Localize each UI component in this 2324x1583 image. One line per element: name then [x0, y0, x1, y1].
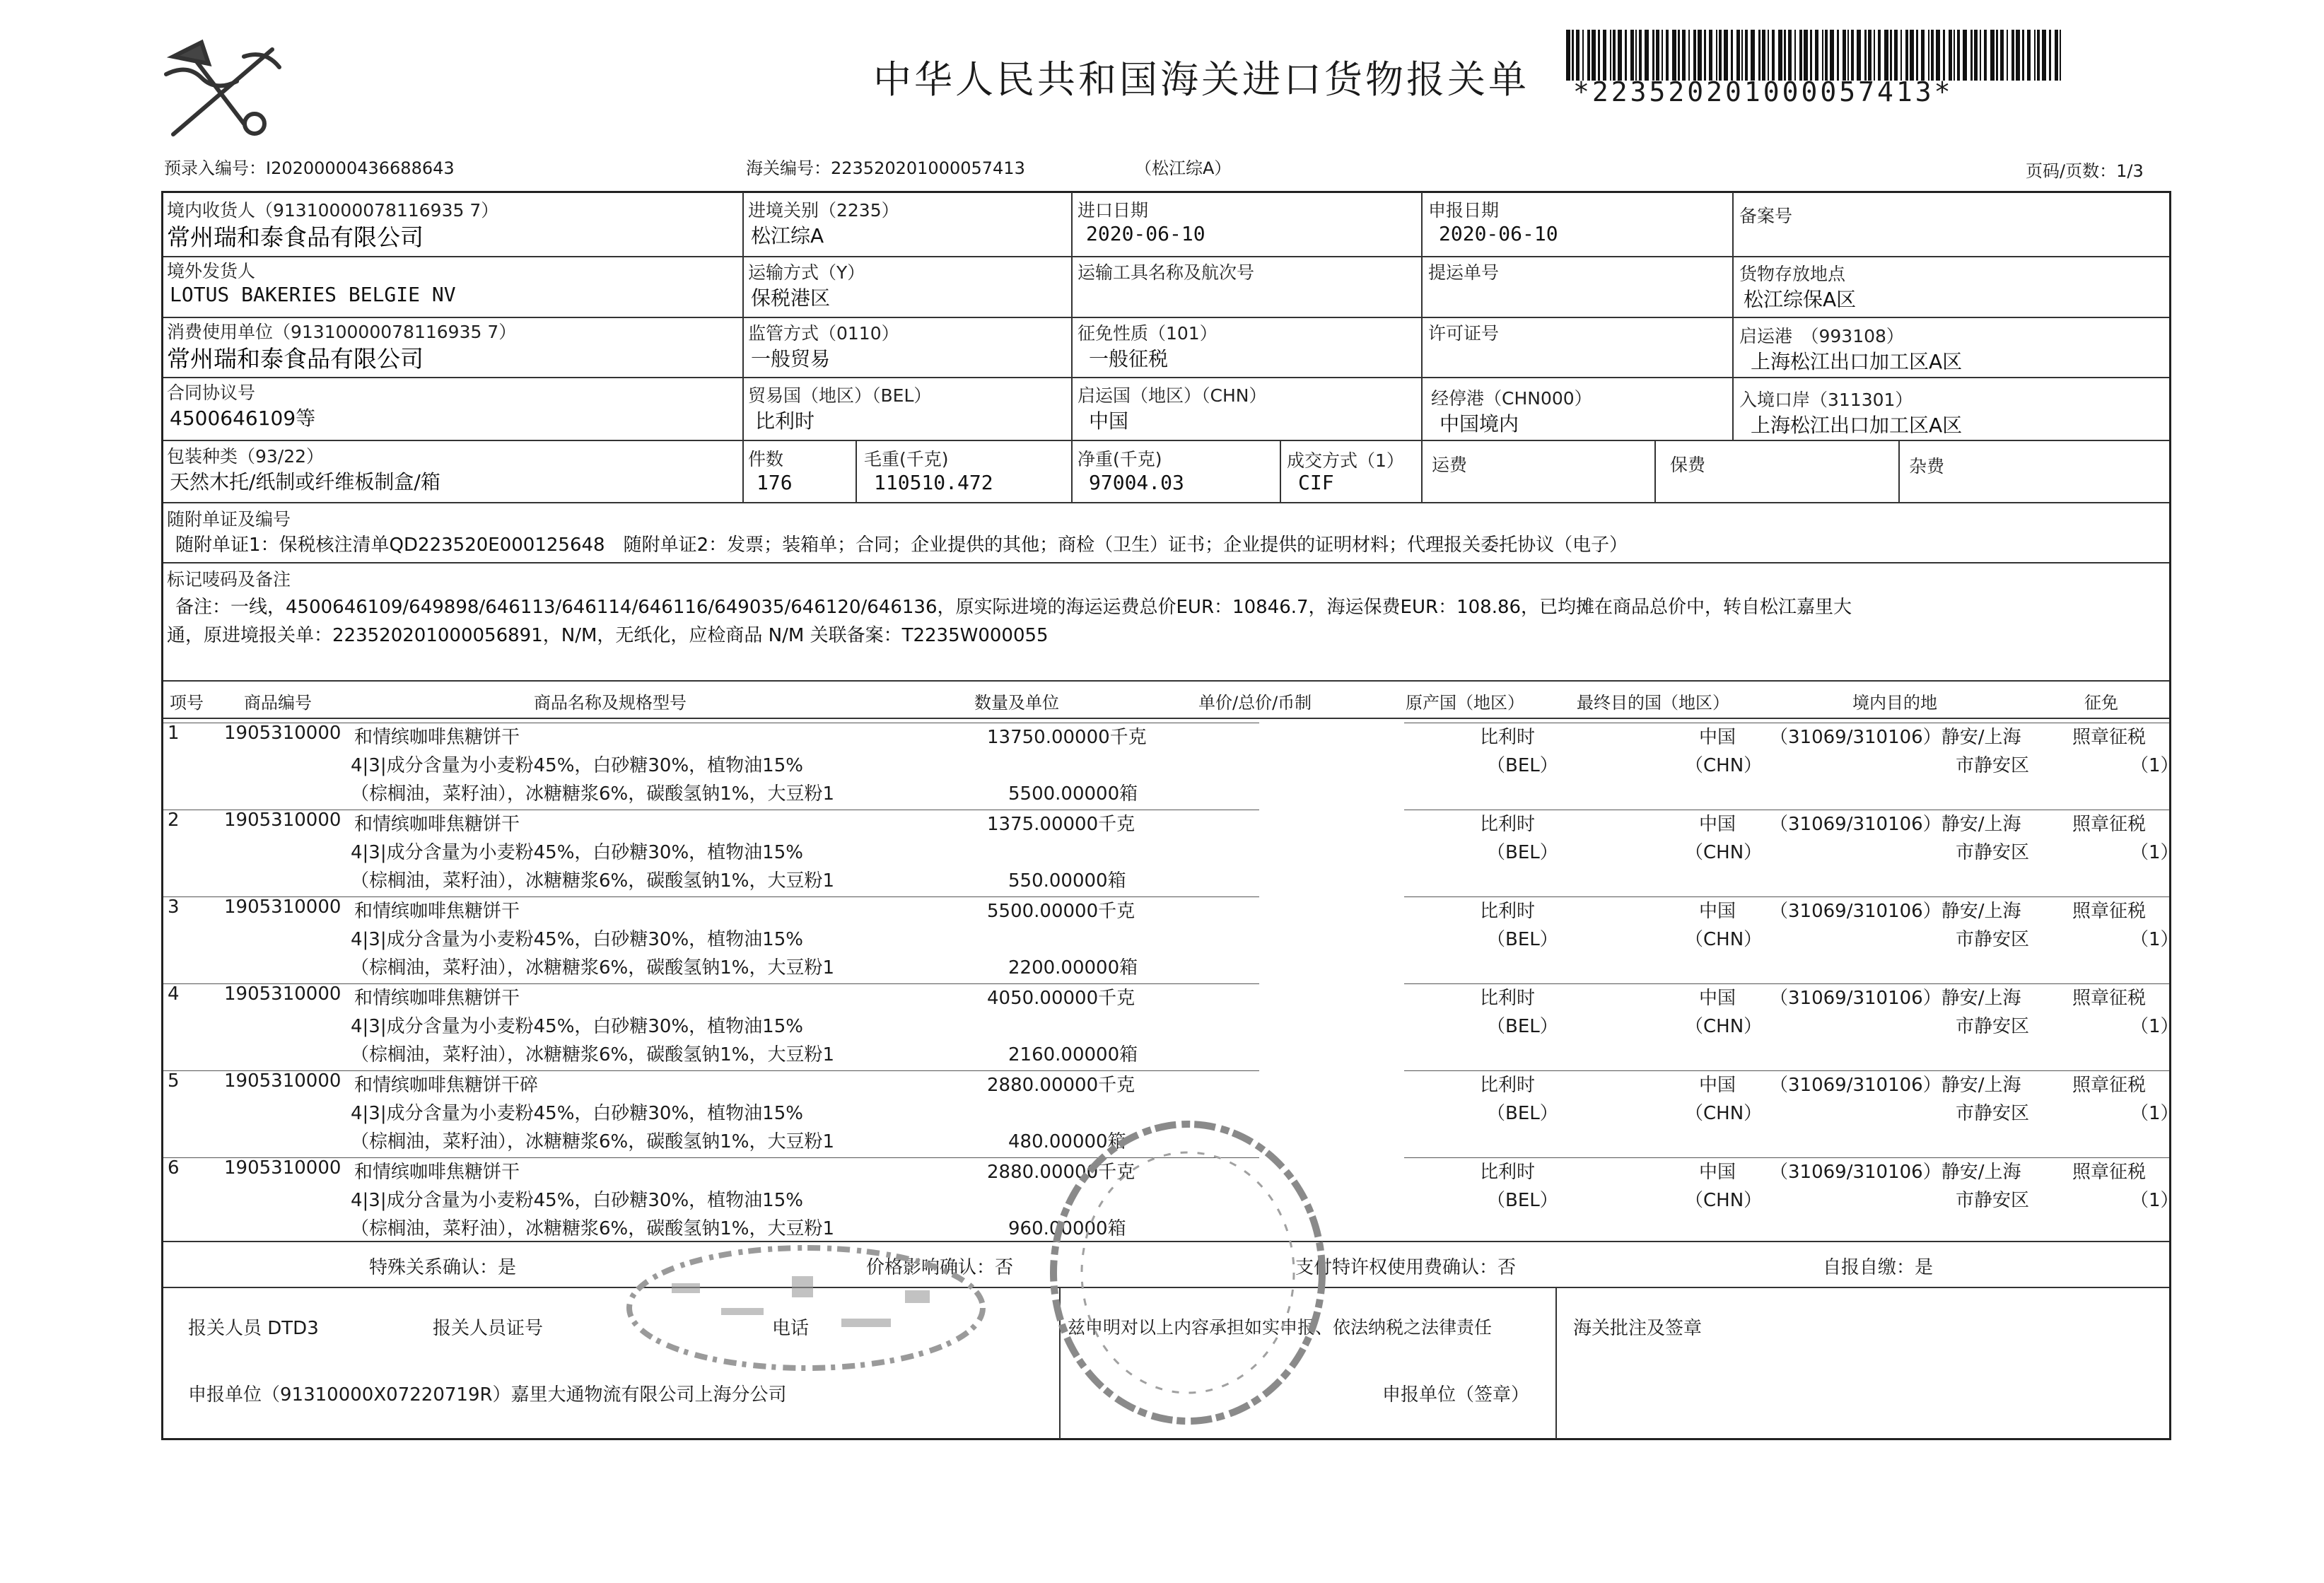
misc-fee-label: 杂费: [1909, 456, 1945, 477]
item-domestic-line-1: （31069/310106）静安/上海: [1770, 1075, 2021, 1096]
import-date-label: 进口日期: [1078, 200, 1149, 221]
insurance-label: 保费: [1670, 455, 1706, 475]
item-qty-primary: 1375.00000千克: [987, 814, 1135, 835]
supervision-label: 监管方式（0110）: [748, 323, 899, 344]
net-weight-label: 净重(千克): [1078, 449, 1162, 469]
transit-port-label: 经停港（CHN000）: [1431, 388, 1592, 409]
item-dest-code: （CHN）: [1685, 842, 1763, 863]
item-name: 和情缤咖啡焦糖饼干: [354, 1162, 520, 1183]
entry-port-value: 上海松江出口加工区A区: [1751, 414, 1963, 437]
item-dest-code: （CHN）: [1685, 755, 1763, 776]
deal-mode-label: 成交方式（1）: [1287, 450, 1404, 471]
barcode-icon: [1566, 30, 2061, 81]
item-origin: 比利时: [1480, 814, 1536, 835]
item-origin: 比利时: [1480, 727, 1536, 748]
item-domestic-line-2: 市静安区: [1956, 755, 2030, 776]
item-qty-secondary: 2200.00000箱: [1008, 957, 1138, 979]
item-name: 和情缤咖啡焦糖饼干: [354, 901, 520, 922]
col-header-no: 项号: [170, 693, 204, 713]
page-counter: 页码/页数：1/3: [2026, 161, 2144, 181]
item-no: 6: [168, 1157, 180, 1179]
col-header-price: 单价/总价/币制: [1198, 693, 1312, 713]
item-domestic-line-2: 市静安区: [1956, 929, 2030, 950]
price-impact-confirm: 价格影响确认：否: [866, 1257, 1014, 1278]
item-code: 1905310000: [224, 810, 341, 831]
item-qty-secondary: 480.00000箱: [1008, 1131, 1126, 1152]
item-qty-secondary: 2160.00000箱: [1008, 1044, 1138, 1065]
item-levy-line-1: 照章征税: [2072, 901, 2147, 922]
item-domestic-line-2: 市静安区: [1956, 842, 2030, 863]
special-relation-confirm: 特殊关系确认：是: [369, 1257, 517, 1278]
item-dest-code: （CHN）: [1685, 929, 1763, 950]
freight-label: 运费: [1432, 455, 1468, 475]
item-origin-code: （BEL）: [1487, 1103, 1558, 1124]
item-dest: 中国: [1699, 1162, 1736, 1183]
item-spec-line-2: （棕榈油，菜籽油），冰糖糖浆6%，碳酸氢钠1%，大豆粉1: [351, 1218, 835, 1239]
item-domestic-line-2: 市静安区: [1956, 1016, 2030, 1037]
customs-office: （松江综A）: [1135, 158, 1232, 178]
item-levy-line-1: 照章征税: [2072, 988, 2147, 1009]
remarks-line-1: 备注：一线，4500646109/649898/646113/646114/646116/649035/646120/646136，原实际进境的海运运费总价EUR：10846.7，海运保费EUR：108.86，已均摊在商品总价中，转自松江嘉里大: [175, 597, 1852, 618]
item-qty-primary: 13750.00000千克: [987, 727, 1147, 748]
item-domestic-line-1: （31069/310106）静安/上海: [1770, 901, 2021, 922]
import-port-value: 松江综A: [751, 224, 824, 247]
table-row: [163, 896, 2179, 983]
item-dest: 中国: [1699, 988, 1736, 1009]
packaging-value: 天然木托/纸制或纤维板制盒/箱: [170, 470, 440, 493]
item-qty-primary: 2880.00000千克: [987, 1162, 1135, 1183]
item-qty-secondary: 960.00000箱: [1008, 1218, 1126, 1239]
item-dest: 中国: [1699, 814, 1736, 835]
transport-mode-value: 保税港区: [751, 286, 831, 310]
item-dest: 中国: [1699, 901, 1736, 922]
item-origin: 比利时: [1480, 1075, 1536, 1096]
item-levy-line-2: （1）: [2130, 1016, 2179, 1037]
item-spec-line-1: 4|3|成分含量为小麦粉45%，白砂糖30%，植物油15%: [351, 929, 803, 950]
item-spec-line-2: （棕榈油，菜籽油），冰糖糖浆6%，碳酸氢钠1%，大豆粉1: [351, 870, 835, 892]
shipper-value: LOTUS BAKERIES BELGIE NV: [170, 283, 456, 306]
item-dest-code: （CHN）: [1685, 1016, 1763, 1037]
customs-emblem-icon: [159, 35, 293, 141]
item-levy-line-2: （1）: [2130, 1103, 2179, 1124]
supervision-value: 一般贸易: [751, 347, 831, 370]
gross-weight-value: 110510.472: [874, 471, 993, 494]
item-name: 和情缤咖啡焦糖饼干碎: [354, 1075, 539, 1096]
item-levy-line-1: 照章征税: [2072, 814, 2147, 835]
col-header-code: 商品编号: [244, 693, 312, 713]
levy-nature-value: 一般征税: [1089, 347, 1169, 370]
item-dest: 中国: [1699, 1075, 1736, 1096]
deal-mode-value: CIF: [1298, 471, 1334, 494]
col-header-qty: 数量及单位: [974, 693, 1059, 713]
item-domestic-line-1: （31069/310106）静安/上海: [1770, 727, 2021, 748]
item-name: 和情缤咖啡焦糖饼干: [354, 727, 520, 748]
item-origin: 比利时: [1480, 901, 1536, 922]
item-levy-line-2: （1）: [2130, 755, 2179, 776]
document-title: 中华人民共和国海关进口货物报关单: [873, 57, 1529, 102]
table-row: [163, 810, 2179, 896]
company-seal-stamp-icon: [622, 1241, 990, 1375]
item-spec-line-1: 4|3|成分含量为小麦粉45%，白砂糖30%，植物油15%: [351, 1190, 803, 1211]
customs-number: 海关编号：223520201000057413: [746, 158, 1025, 178]
item-domestic-line-1: （31069/310106）静安/上海: [1770, 1162, 2021, 1183]
packaging-label: 包装种类（93/22）: [167, 446, 325, 467]
item-no: 4: [168, 983, 180, 1005]
record-no-label: 备案号: [1739, 206, 1793, 226]
col-header-levy: 征免: [2084, 693, 2118, 713]
table-row: [163, 983, 2179, 1070]
entry-port-label: 入境口岸（311301）: [1739, 390, 1913, 410]
item-origin-code: （BEL）: [1487, 842, 1558, 863]
consumer-value: 常州瑞和泰食品有限公司: [167, 346, 424, 372]
item-origin-code: （BEL）: [1487, 755, 1558, 776]
pieces-value: 176: [757, 471, 793, 494]
item-code: 1905310000: [224, 1157, 341, 1179]
item-spec-line-2: （棕榈油，菜籽油），冰糖糖浆6%，碳酸氢钠1%，大豆粉1: [351, 783, 835, 805]
item-origin-code: （BEL）: [1487, 1190, 1558, 1211]
import-date-value: 2020-06-10: [1086, 222, 1205, 245]
pre-entry-number: 预录入编号：I20200000436688643: [164, 158, 455, 178]
item-spec-line-2: （棕榈油，菜籽油），冰糖糖浆6%，碳酸氢钠1%，大豆粉1: [351, 1044, 835, 1065]
item-spec-line-2: （棕榈油，菜籽油），冰糖糖浆6%，碳酸氢钠1%，大豆粉1: [351, 1131, 835, 1152]
item-levy-line-1: 照章征税: [2072, 1075, 2147, 1096]
levy-nature-label: 征免性质（101）: [1078, 323, 1218, 344]
item-no: 1: [168, 723, 180, 744]
item-code: 1905310000: [224, 1070, 341, 1092]
self-pay-confirm: 自报自缴：是: [1823, 1257, 1934, 1278]
declaring-unit-seal-label: 申报单位（签章）: [1382, 1384, 1530, 1406]
gross-weight-label: 毛重(千克): [864, 449, 949, 469]
phone-label: 电话: [772, 1318, 810, 1339]
item-name: 和情缤咖啡焦糖饼干: [354, 988, 520, 1009]
consignee-value: 常州瑞和泰食品有限公司: [167, 224, 424, 250]
license-label: 许可证号: [1428, 323, 1500, 344]
item-code: 1905310000: [224, 896, 341, 918]
item-code: 1905310000: [224, 723, 341, 744]
bill-no-label: 提运单号: [1428, 262, 1500, 283]
item-spec-line-1: 4|3|成分含量为小麦粉45%，白砂糖30%，植物油15%: [351, 842, 803, 863]
declaring-unit: 申报单位（91310000X07220719R）嘉里大通物流有限公司上海分公司: [188, 1384, 787, 1406]
legal-statement: 兹申明对以上内容承担如实申报、依法纳税之法律责任: [1068, 1317, 1493, 1338]
item-no: 5: [168, 1070, 180, 1092]
col-header-name: 商品名称及规格型号: [534, 693, 687, 713]
item-levy-line-2: （1）: [2130, 929, 2179, 950]
agent-cert-label: 报关人员证号: [433, 1318, 544, 1339]
declare-date-label: 申报日期: [1428, 200, 1500, 221]
item-levy-line-2: （1）: [2130, 842, 2179, 863]
declare-date-value: 2020-06-10: [1439, 222, 1558, 245]
item-no: 3: [168, 896, 180, 918]
remarks-line-2: 通，原进境报关单：223520201000056891，N/M，无纸化，应检商品 N/M 关联备案：T2235W000055: [167, 625, 1049, 646]
item-levy-line-1: 照章征税: [2072, 1162, 2147, 1183]
item-dest-code: （CHN）: [1685, 1190, 1763, 1211]
declarant-agent: 报关人员 DTD3: [188, 1318, 319, 1339]
shipper-label: 境外发货人: [167, 261, 256, 281]
contract-value: 4500646109等: [170, 407, 316, 430]
attachments-label: 随附单证及编号: [167, 509, 291, 530]
item-qty-secondary: 5500.00000箱: [1008, 783, 1138, 805]
pieces-label: 件数: [748, 449, 784, 469]
item-qty-primary: 2880.00000千克: [987, 1075, 1135, 1096]
vessel-label: 运输工具名称及航次号: [1078, 262, 1255, 283]
item-origin-code: （BEL）: [1487, 929, 1558, 950]
origin-country-label: 启运国（地区）（CHN）: [1078, 385, 1267, 406]
item-qty-secondary: 550.00000箱: [1008, 870, 1126, 892]
trade-country-label: 贸易国（地区）（BEL）: [748, 385, 932, 406]
storage-value: 松江综保A区: [1744, 288, 1857, 311]
origin-country-value: 中国: [1089, 409, 1129, 433]
consignee-label: 境内收货人（91310000078116935 7）: [167, 200, 499, 221]
trade-country-value: 比利时: [755, 409, 815, 433]
departure-port-label: 启运港 （993108）: [1739, 326, 1904, 346]
item-dest: 中国: [1699, 727, 1736, 748]
item-spec-line-1: 4|3|成分含量为小麦粉45%，白砂糖30%，植物油15%: [351, 1016, 803, 1037]
item-spec-line-2: （棕榈油，菜籽油），冰糖糖浆6%，碳酸氢钠1%，大豆粉1: [351, 957, 835, 979]
col-header-origin: 原产国（地区）: [1406, 693, 1524, 713]
table-row: [163, 723, 2179, 810]
item-spec-line-1: 4|3|成分含量为小麦粉45%，白砂糖30%，植物油15%: [351, 755, 803, 776]
col-header-dest: 最终目的国（地区）: [1577, 693, 1729, 713]
customs-approval-label: 海关批注及签章: [1573, 1318, 1703, 1339]
item-name: 和情缤咖啡焦糖饼干: [354, 814, 520, 835]
item-code: 1905310000: [224, 983, 341, 1005]
item-origin: 比利时: [1480, 1162, 1536, 1183]
item-qty-primary: 5500.00000千克: [987, 901, 1135, 922]
item-levy-line-2: （1）: [2130, 1190, 2179, 1211]
item-spec-line-1: 4|3|成分含量为小麦粉45%，白砂糖30%，植物油15%: [351, 1103, 803, 1124]
item-domestic-line-2: 市静安区: [1956, 1190, 2030, 1211]
attachments-text: 随附单证1：保税核注清单QD223520E000125648 随附单证2：发票；装箱单；合同；企业提供的其他；商检（卫生）证书；企业提供的证明材料；代理报关委托协议（电子）: [175, 535, 1628, 556]
royalty-confirm: 支付特许权使用费确认：否: [1295, 1257, 1517, 1278]
item-domestic-line-1: （31069/310106）静安/上海: [1770, 988, 2021, 1009]
item-origin-code: （BEL）: [1487, 1016, 1558, 1037]
net-weight-value: 97004.03: [1089, 471, 1184, 494]
consumer-label: 消费使用单位（91310000078116935 7）: [167, 322, 517, 342]
item-domestic-line-2: 市静安区: [1956, 1103, 2030, 1124]
item-domestic-line-1: （31069/310106）静安/上海: [1770, 814, 2021, 835]
item-qty-primary: 4050.00000千克: [987, 988, 1135, 1009]
item-origin: 比利时: [1480, 988, 1536, 1009]
import-port-label: 进境关别（2235）: [748, 200, 899, 221]
barcode-number: *223520201000057413*: [1573, 76, 1954, 107]
customs-seal-stamp-icon: [1039, 1110, 1336, 1435]
contract-label: 合同协议号: [167, 382, 256, 403]
item-levy-line-1: 照章征税: [2072, 727, 2147, 748]
item-no: 2: [168, 810, 180, 831]
transit-port-value: 中国境内: [1440, 412, 1519, 436]
col-header-domestic: 境内目的地: [1852, 693, 1937, 713]
item-dest-code: （CHN）: [1685, 1103, 1763, 1124]
storage-label: 货物存放地点: [1739, 264, 1846, 284]
remarks-label: 标记唛码及备注: [167, 569, 291, 590]
departure-port-value: 上海松江出口加工区A区: [1751, 350, 1963, 373]
transport-mode-label: 运输方式（Y）: [748, 262, 865, 283]
